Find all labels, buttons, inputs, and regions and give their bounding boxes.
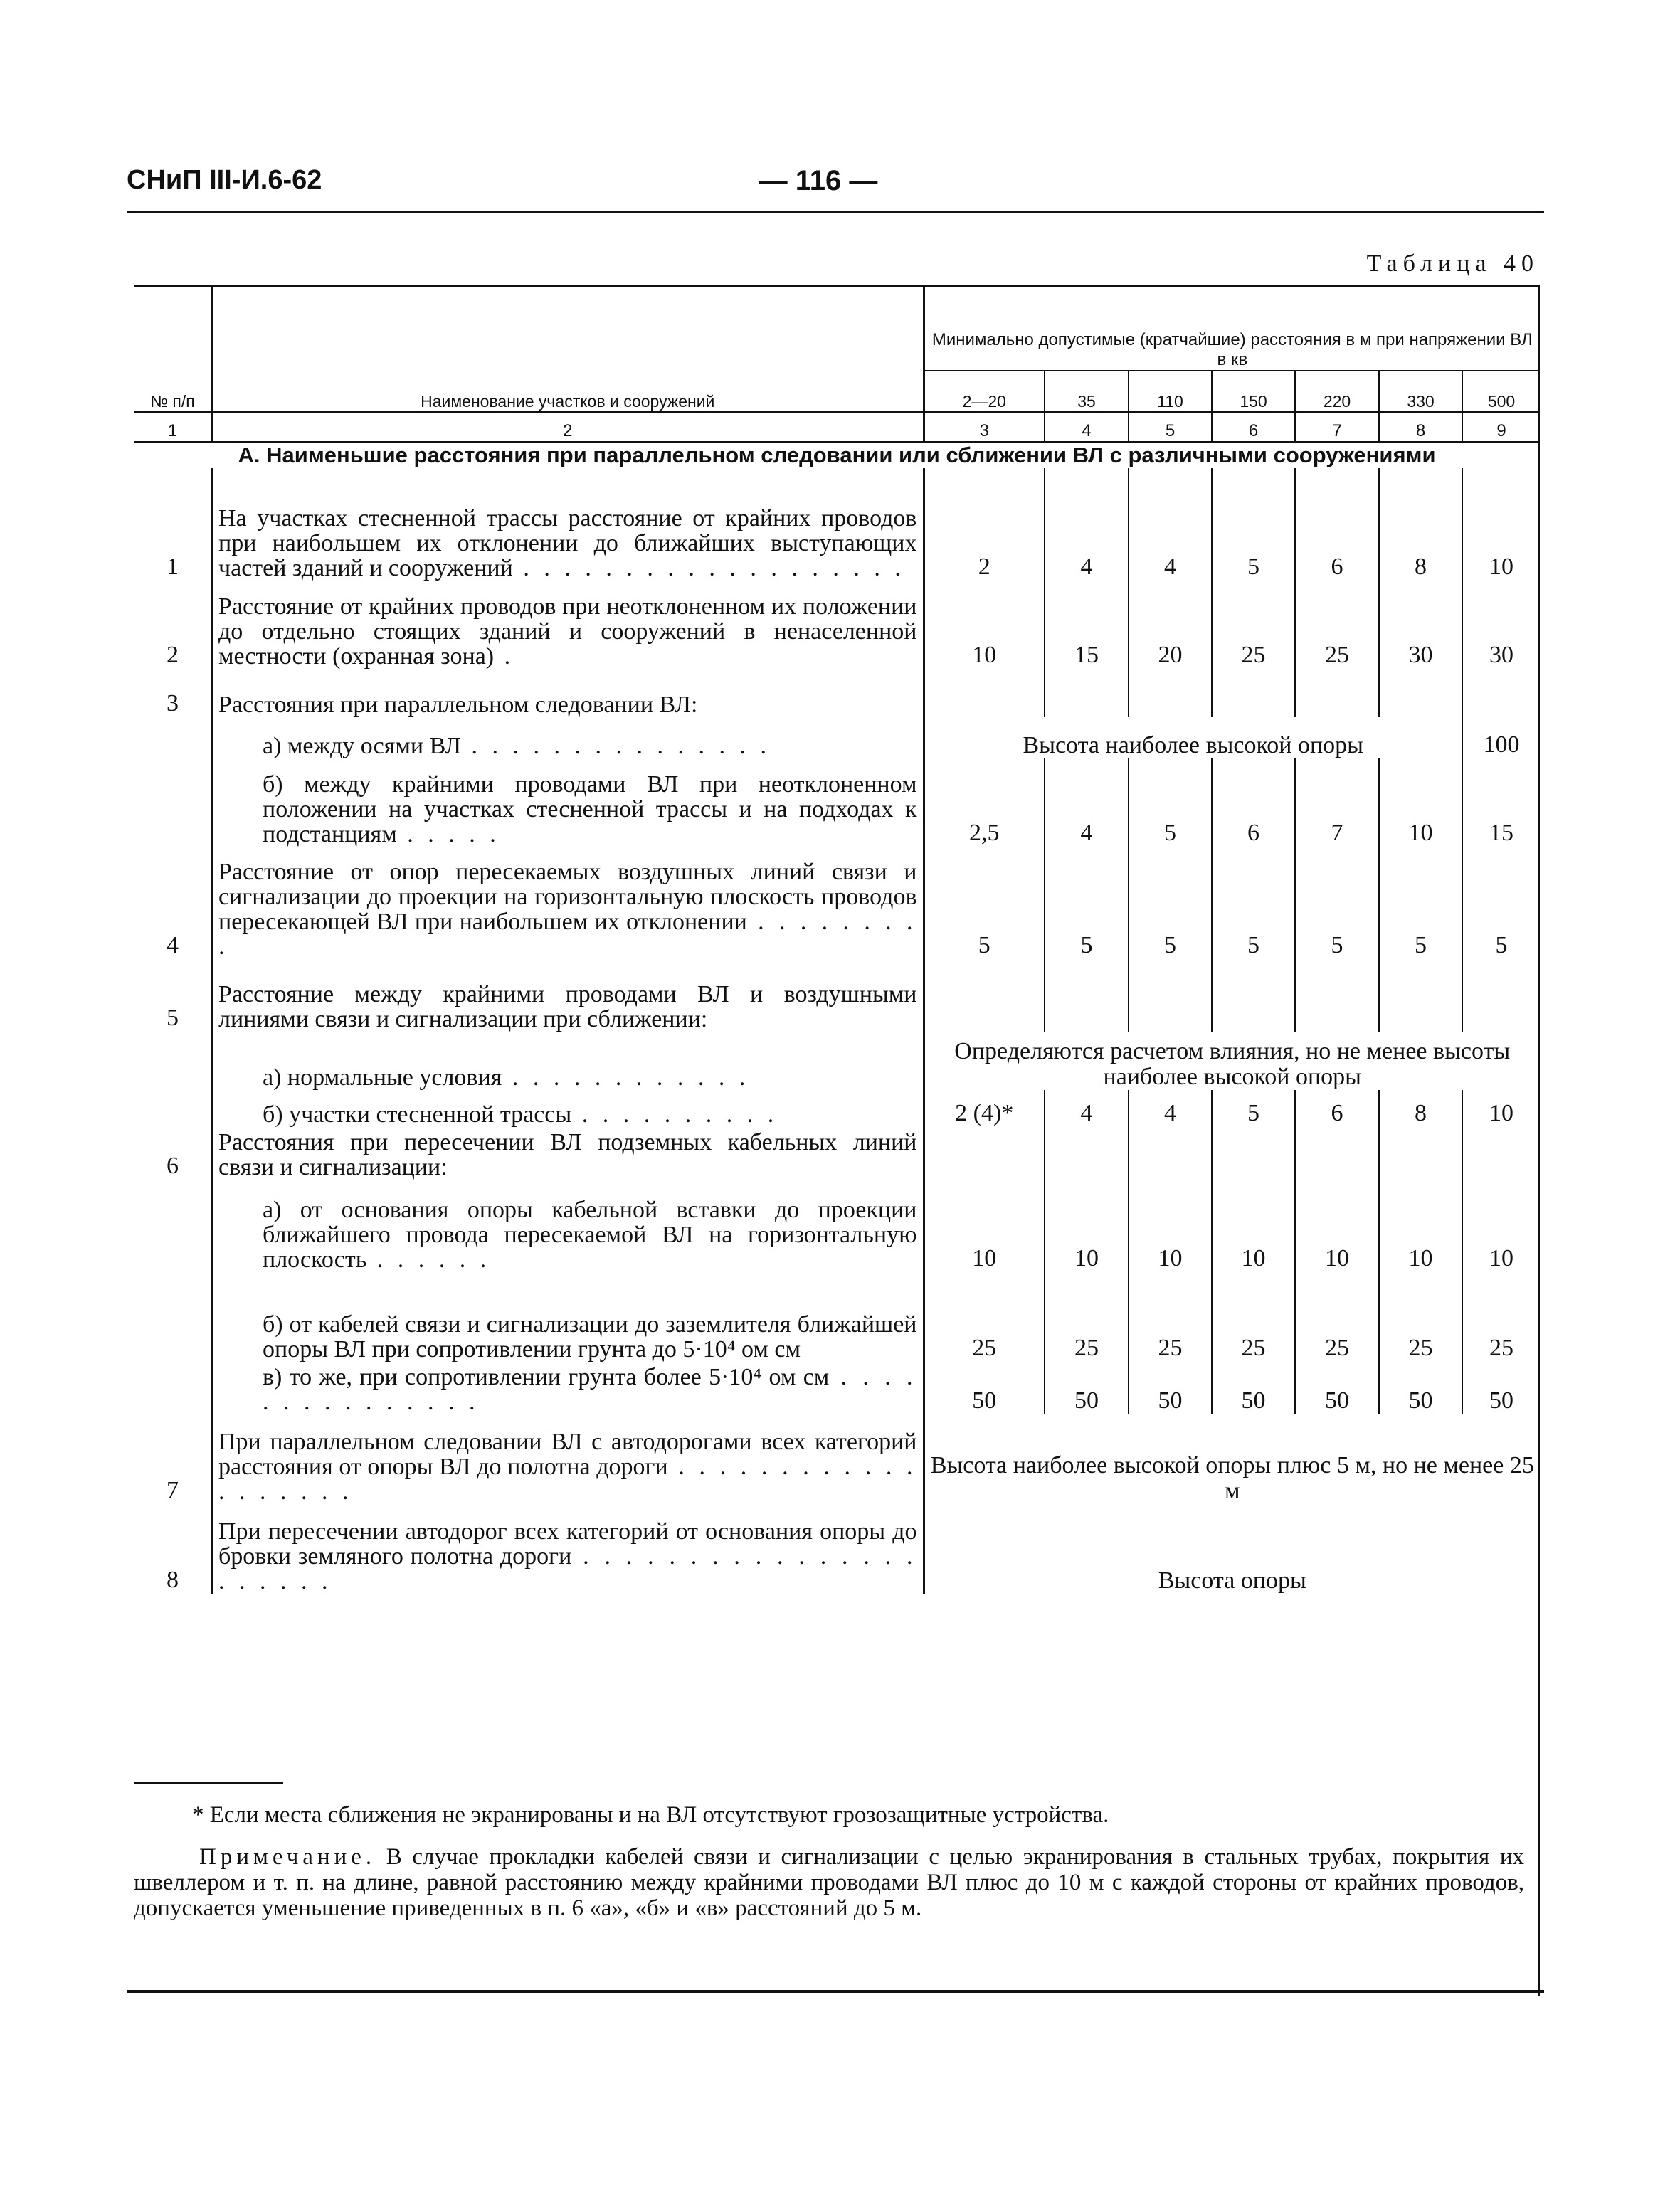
spanned-value: Высота наиболее высокой опоры xyxy=(924,717,1462,758)
empty-cell xyxy=(1212,959,1295,1032)
empty-cell xyxy=(1379,1127,1462,1180)
row-description xyxy=(212,847,924,959)
row-number: 3 xyxy=(167,690,179,716)
distance-value: 50 xyxy=(1379,1362,1462,1414)
voltage-header: 2—20 xyxy=(924,371,1045,412)
row-description xyxy=(212,1180,924,1272)
distance-value: 5 xyxy=(1129,847,1212,959)
row-description xyxy=(212,717,924,758)
empty-cell xyxy=(1462,1127,1540,1180)
distance-value: 30 xyxy=(1462,581,1540,669)
leader-dots: . . . . . . . . . . . . . . . xyxy=(461,733,771,759)
distance-value: 8 xyxy=(1379,468,1462,581)
row-text: При параллельном следовании ВЛ с автодорогами всех категорий расстояния от опоры ВЛ до полотна дороги xyxy=(218,1429,917,1480)
row-text: а) от основания опоры кабельной вставки до проекции ближайшего провода пересекаемой ВЛ на горизонтальную плоскость xyxy=(263,1197,917,1273)
leader-dots: . . . . . . . . . xyxy=(218,909,917,960)
distance-value: 4 xyxy=(1129,1090,1212,1127)
distance-value: 5 xyxy=(1212,847,1295,959)
row-description xyxy=(212,1504,924,1594)
empty-cell xyxy=(1212,669,1295,717)
distance-value: 5 xyxy=(1379,847,1462,959)
column-number: 3 xyxy=(924,412,1045,442)
distance-value: 50 xyxy=(924,1362,1045,1414)
spanned-value: Высота опоры xyxy=(924,1504,1540,1594)
document-code: СНиП III-И.6-62 xyxy=(127,165,322,195)
note-text: В случае прокладки кабелей связи и сигнализации с целью экранирования в стальных трубах, покрытия их швеллером и т. п. на длине, равной расстоянию между крайними проводами ВЛ плюс до 10 м с каждой стороны от крайних проводов, допускается уменьшение приведенных в п. 6 «а», «б» и «в» расстояний до 5 м. xyxy=(134,1844,1524,1921)
leader-dots: . . . . . . . . . . . . . . . . . . . xyxy=(512,555,905,581)
row-description xyxy=(212,581,924,669)
row-number: 5 xyxy=(167,1005,179,1031)
row-number: 7 xyxy=(167,1477,179,1503)
col-name-header: Наименование участков и сооружений xyxy=(212,285,924,412)
distance-value: 5 xyxy=(1129,758,1212,847)
table-row xyxy=(134,1090,1540,1127)
empty-cell xyxy=(1045,959,1129,1032)
row-text: в) то же, при сопротивлении грунта более 5·10⁴ ом см xyxy=(263,1364,830,1390)
row-number xyxy=(134,1090,212,1127)
row-number: 1 xyxy=(167,554,179,580)
empty-cell xyxy=(1045,669,1129,717)
distance-value: 5 xyxy=(1212,1090,1295,1127)
row-text: Расстояния при параллельном следовании ВЛ: xyxy=(218,692,698,718)
empty-cell xyxy=(1379,959,1462,1032)
distance-value: 5 xyxy=(1045,847,1129,959)
distance-value: 25 xyxy=(1212,1272,1295,1362)
empty-cell xyxy=(1462,959,1540,1032)
empty-cell xyxy=(1045,1127,1129,1180)
table-row xyxy=(134,1272,1540,1362)
row-description xyxy=(212,1414,924,1504)
distance-value: 4 xyxy=(1045,1090,1129,1127)
row-number: 2 xyxy=(167,642,179,668)
column-number: 7 xyxy=(1295,412,1379,442)
row-description xyxy=(212,1032,924,1090)
column-number: 1 xyxy=(134,412,212,442)
distance-value: 50 xyxy=(1129,1362,1212,1414)
row-description xyxy=(212,669,924,717)
row-number xyxy=(134,1272,212,1362)
row-description xyxy=(212,1127,924,1180)
distance-value: 5 xyxy=(1212,468,1295,581)
spanned-value: Определяются расчетом влияния, но не менее высоты наиболее высокой опоры xyxy=(924,1032,1540,1090)
distance-value: 25 xyxy=(924,1272,1045,1362)
row-text: б) от кабелей связи и сигнализации до заземлителя ближайшей опоры ВЛ при сопротивлении грунта до 5·10⁴ ом см xyxy=(263,1311,917,1363)
section-row xyxy=(134,442,1540,468)
empty-cell xyxy=(924,959,1045,1032)
table-caption: Таблица 40 xyxy=(1366,250,1539,277)
empty-cell xyxy=(1462,669,1540,717)
row-description xyxy=(212,468,924,581)
distance-value: 25 xyxy=(1295,1272,1379,1362)
distance-value: 25 xyxy=(1379,1272,1462,1362)
row-description xyxy=(212,1272,924,1362)
column-number: 2 xyxy=(212,412,924,442)
leader-dots: . . . . . xyxy=(396,821,500,847)
table-row xyxy=(134,717,1540,758)
empty-cell xyxy=(1295,669,1379,717)
empty-cell xyxy=(1379,669,1462,717)
distance-value: 2,5 xyxy=(924,758,1045,847)
table-row xyxy=(134,468,1540,581)
row-text: б) участки стесненной трассы xyxy=(263,1101,572,1128)
distance-value: 10 xyxy=(1379,1180,1462,1272)
col-no-header: № п/п xyxy=(150,392,195,411)
distance-value: 15 xyxy=(1462,758,1540,847)
column-number-row xyxy=(134,412,1540,442)
table-row xyxy=(134,847,1540,959)
empty-cell xyxy=(924,1127,1045,1180)
distance-value: 10 xyxy=(924,581,1045,669)
empty-cell xyxy=(924,669,1045,717)
leader-dots: . . . . . . . . . . . . xyxy=(502,1064,750,1091)
distance-value: 25 xyxy=(1129,1272,1212,1362)
table-row xyxy=(134,581,1540,669)
distance-value: 50 xyxy=(1295,1362,1379,1414)
distance-value: 5 xyxy=(1295,847,1379,959)
voltage-header: 330 xyxy=(1379,371,1462,412)
voltage-header: 500 xyxy=(1462,371,1540,412)
voltage-header: 110 xyxy=(1129,371,1212,412)
distance-value: 8 xyxy=(1379,1090,1462,1127)
distance-value: 50 xyxy=(1212,1362,1295,1414)
row-text: Расстояние между крайними проводами ВЛ и воздушными линиями связи и сигнализации при сближении: xyxy=(218,981,917,1032)
row-description xyxy=(212,1362,924,1414)
distance-value: 10 xyxy=(1462,1090,1540,1127)
row-number xyxy=(134,758,212,847)
voltage-header: 150 xyxy=(1212,371,1295,412)
table-row xyxy=(134,1414,1540,1504)
bottom-rule xyxy=(127,1990,1544,1993)
column-number: 9 xyxy=(1462,412,1540,442)
leader-dots: . . . . . . . . . . xyxy=(571,1101,778,1128)
spanned-value: Высота наиболее высокой опоры плюс 5 м, но не менее 25 м xyxy=(924,1414,1540,1504)
note-label: Примечание. xyxy=(199,1844,376,1870)
column-number: 5 xyxy=(1129,412,1212,442)
row-text: б) между крайними проводами ВЛ при неотклоненном положении на участках стесненной трассы и на подходах к подстанциям xyxy=(263,771,917,847)
distance-value: 7 xyxy=(1295,758,1379,847)
distance-value: 5 xyxy=(924,847,1045,959)
section-title: А. Наименьшие расстояния при параллельном следовании или сближении ВЛ с различными сооружениями xyxy=(238,443,1436,467)
table-row xyxy=(134,959,1540,1032)
distance-value: 10 xyxy=(924,1180,1045,1272)
distance-table xyxy=(134,285,1540,1594)
footnote: * Если места сближения не экранированы и на ВЛ отсутствуют грозозащитные устройства. xyxy=(192,1802,1109,1828)
distance-value: 25 xyxy=(1212,581,1295,669)
row-number xyxy=(134,717,212,758)
row-text: Расстояния при пересечении ВЛ подземных кабельных линий связи и сигнализации: xyxy=(218,1129,917,1180)
distance-value: 15 xyxy=(1045,581,1129,669)
distance-value: 10 xyxy=(1462,1180,1540,1272)
distance-value: 2 (4)* xyxy=(924,1090,1045,1127)
distance-value: 4 xyxy=(1045,758,1129,847)
distance-value: 25 xyxy=(1045,1272,1129,1362)
row-text: Расстояние от крайних проводов при неотклоненном их положении до отдельно стоящих зданий и сооружений в ненаселенной местности (охранная зона) xyxy=(218,593,917,670)
empty-cell xyxy=(1129,1127,1212,1180)
row-number: 4 xyxy=(167,932,179,958)
table-row xyxy=(134,1180,1540,1272)
column-number: 8 xyxy=(1379,412,1462,442)
leader-dots: . . . . . . xyxy=(366,1247,491,1273)
distance-value: 10 xyxy=(1045,1180,1129,1272)
distance-value: 25 xyxy=(1462,1272,1540,1362)
footnote-rule xyxy=(134,1782,283,1784)
distance-value: 10 xyxy=(1129,1180,1212,1272)
distance-value: 6 xyxy=(1295,468,1379,581)
row-description xyxy=(212,959,924,1032)
empty-cell xyxy=(1129,669,1212,717)
empty-cell xyxy=(1295,1127,1379,1180)
distance-value: 4 xyxy=(1129,468,1212,581)
distance-value: 50 xyxy=(1045,1362,1129,1414)
distance-value: 25 xyxy=(1295,581,1379,669)
leader-dots: . . . . . . . . . . . . . . . xyxy=(263,1364,917,1415)
header-rule xyxy=(127,211,1544,213)
distance-value: 100 xyxy=(1462,717,1540,758)
distance-value: 6 xyxy=(1295,1090,1379,1127)
distance-value: 10 xyxy=(1462,468,1540,581)
table-row xyxy=(134,1504,1540,1594)
row-text: На участках стесненной трассы расстояние от крайних проводов при наибольшем их отклонении до ближайших выступающих частей зданий и сооружений xyxy=(218,505,917,581)
row-number xyxy=(134,1362,212,1414)
distance-value: 6 xyxy=(1212,758,1295,847)
voltage-header: 35 xyxy=(1045,371,1129,412)
row-description xyxy=(212,1090,924,1127)
header-row xyxy=(134,285,1540,371)
row-text: а) между осями ВЛ xyxy=(263,733,462,759)
column-number: 4 xyxy=(1045,412,1129,442)
distance-value: 10 xyxy=(1212,1180,1295,1272)
distance-value: 10 xyxy=(1379,758,1462,847)
distance-value: 4 xyxy=(1045,468,1129,581)
leader-dots: . . . . . . . . . . . . . . . . . . . . . . xyxy=(218,1543,917,1594)
row-number xyxy=(134,1032,212,1090)
empty-cell xyxy=(1212,1127,1295,1180)
row-number: 8 xyxy=(167,1567,179,1593)
table-row xyxy=(134,758,1540,847)
row-text: а) нормальные условия xyxy=(263,1064,502,1091)
distance-value: 30 xyxy=(1379,581,1462,669)
empty-cell xyxy=(1129,959,1212,1032)
row-description xyxy=(212,758,924,847)
col-distance-header: Минимально допустимые (кратчайшие) расстояния в м при напряжении ВЛ в кв xyxy=(924,285,1540,371)
table-row xyxy=(134,1127,1540,1180)
note-paragraph xyxy=(134,1844,1524,1921)
leader-dots: . . . . . . . . . . . . . . . . . . . xyxy=(218,1454,917,1505)
distance-value: 10 xyxy=(1295,1180,1379,1272)
row-text: При пересечении автодорог всех категорий от основания опоры до бровки земляного полотна дороги xyxy=(218,1518,917,1570)
page-number: — 116 — xyxy=(759,165,878,196)
table-row xyxy=(134,1362,1540,1414)
distance-value: 2 xyxy=(924,468,1045,581)
distance-value: 5 xyxy=(1462,847,1540,959)
distance-value: 50 xyxy=(1462,1362,1540,1414)
leader-dots: . xyxy=(494,643,515,670)
row-text: Расстояние от опор пересекаемых воздушных линий связи и сигнализации до проекции на горизонтальную плоскость проводов пересекающей ВЛ при наибольшем их отклонении xyxy=(218,859,917,935)
table-row xyxy=(134,669,1540,717)
table-row xyxy=(134,1032,1540,1090)
distance-value: 20 xyxy=(1129,581,1212,669)
row-number xyxy=(134,1180,212,1272)
voltage-header: 220 xyxy=(1295,371,1379,412)
column-number: 6 xyxy=(1212,412,1295,442)
empty-cell xyxy=(1295,959,1379,1032)
row-number: 6 xyxy=(167,1153,179,1179)
